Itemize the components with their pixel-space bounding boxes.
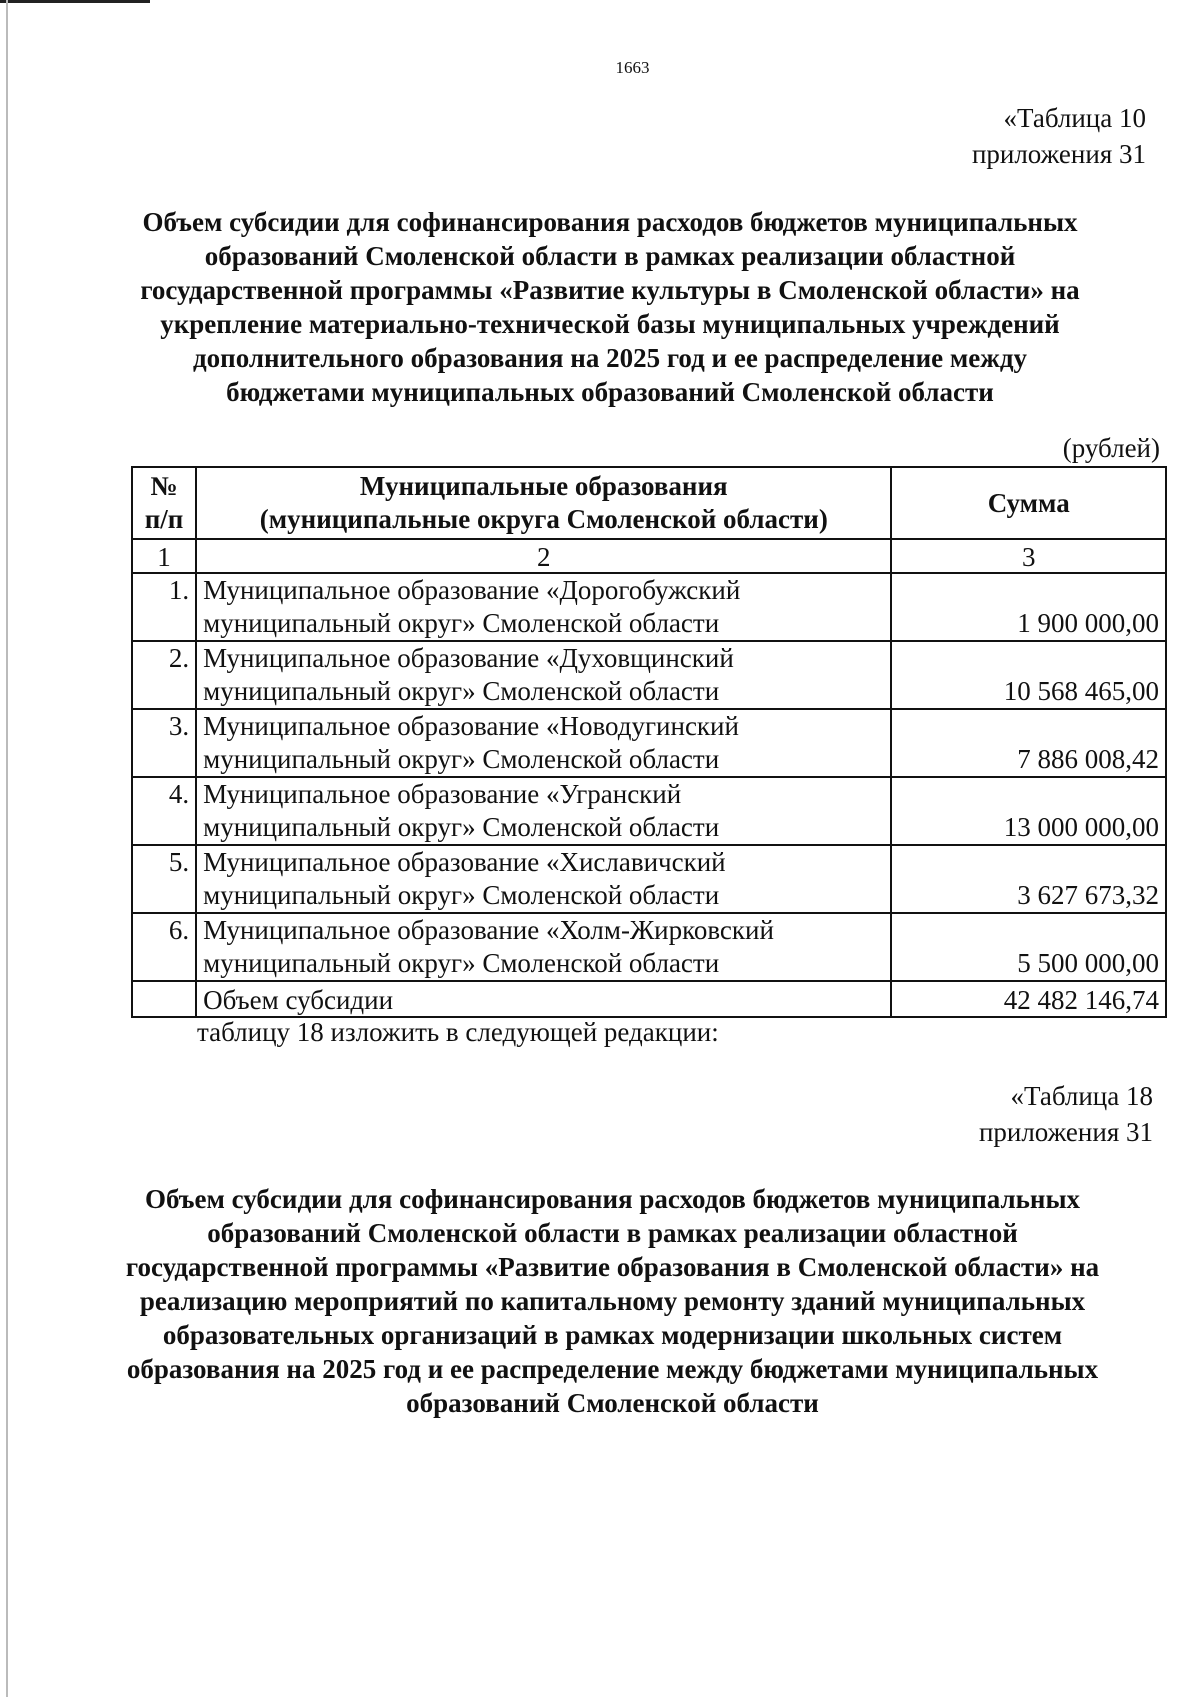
row-sum: 13 000 000,00 bbox=[891, 777, 1166, 845]
row-municipality-line1: Муниципальное образование «Хиславичский bbox=[203, 847, 726, 877]
row-municipality-line2: муниципальный округ» Смоленской области bbox=[203, 744, 720, 774]
row-number: 2. bbox=[132, 641, 196, 709]
row-municipality-line1: Муниципальное образование «Новодугинский bbox=[203, 711, 739, 741]
amendment-note: таблицу 18 изложить в следующей редакции: bbox=[197, 1017, 719, 1047]
row-sum: 1 900 000,00 bbox=[891, 573, 1166, 641]
row-sum: 7 886 008,42 bbox=[891, 709, 1166, 777]
table-row bbox=[132, 913, 1166, 981]
title-line: укрепление материально-технической базы муниципальных учреждений bbox=[160, 309, 1060, 339]
header-sum: Сумма bbox=[891, 467, 1166, 539]
table18-title bbox=[120, 1182, 1105, 1420]
total-sum: 42 482 146,74 bbox=[891, 981, 1166, 1017]
column-number: 3 bbox=[891, 539, 1166, 573]
column-number: 2 bbox=[196, 539, 891, 573]
row-municipality-line1: Муниципальное образование «Угранский bbox=[203, 779, 682, 809]
title-line: образований Смоленской области bbox=[406, 1388, 819, 1418]
header-municipality-line1: Муниципальные образования bbox=[359, 471, 728, 501]
row-number: 1. bbox=[132, 573, 196, 641]
title-line: образования на 2025 год и ее распределение между бюджетами муниципальных bbox=[126, 1354, 1099, 1384]
row-sum: 10 568 465,00 bbox=[891, 641, 1166, 709]
table-row bbox=[132, 573, 1166, 641]
header-number-line2: п/п bbox=[144, 504, 184, 534]
row-municipality-line2: муниципальный округ» Смоленской области bbox=[203, 812, 720, 842]
table18-reference bbox=[979, 1078, 1153, 1150]
row-municipality-line2: муниципальный округ» Смоленской области bbox=[203, 880, 720, 910]
table10-title bbox=[125, 205, 1095, 409]
row-municipality-line1: Муниципальное образование «Дорогобужский bbox=[203, 575, 741, 605]
row-municipality bbox=[196, 845, 891, 913]
row-number: 5. bbox=[132, 845, 196, 913]
column-numbers-row bbox=[132, 539, 1166, 573]
subsidy-table bbox=[131, 466, 1167, 1018]
row-municipality-line2: муниципальный округ» Смоленской области bbox=[203, 676, 720, 706]
page-number: 1663 bbox=[615, 58, 650, 77]
table-row bbox=[132, 845, 1166, 913]
header-municipality-line2: (муниципальные округа Смоленской области) bbox=[259, 504, 828, 534]
title-line: образований Смоленской области в рамках реализации областной bbox=[204, 241, 1016, 271]
row-municipality-line1: Муниципальное образование «Холм-Жирковский bbox=[203, 915, 774, 945]
title-line: образований Смоленской области в рамках реализации областной bbox=[207, 1218, 1018, 1248]
row-municipality bbox=[196, 913, 891, 981]
table10-ref-line1: «Таблица 10 bbox=[1003, 103, 1146, 133]
table18-ref-line2: приложения 31 bbox=[978, 1117, 1153, 1147]
row-municipality bbox=[196, 709, 891, 777]
total-label: Объем субсидии bbox=[196, 981, 891, 1017]
table-row bbox=[132, 709, 1166, 777]
table18-ref-line1: «Таблица 18 bbox=[1010, 1081, 1153, 1111]
header-number-line1: № bbox=[150, 471, 178, 501]
title-line: государственной программы «Развитие образования в Смоленской области» на bbox=[125, 1252, 1100, 1282]
title-line: бюджетами муниципальных образований Смоленской области bbox=[226, 377, 994, 407]
row-municipality bbox=[196, 573, 891, 641]
title-line: образовательных организаций в рамках модернизации школьных систем bbox=[162, 1320, 1063, 1350]
row-municipality-line2: муниципальный округ» Смоленской области bbox=[203, 608, 720, 638]
unit-label: (рублей) bbox=[1062, 433, 1160, 463]
table10-ref-line2: приложения 31 bbox=[971, 139, 1146, 169]
row-municipality-line1: Муниципальное образование «Духовщинский bbox=[203, 643, 734, 673]
column-number: 1 bbox=[132, 539, 196, 573]
row-municipality-line2: муниципальный округ» Смоленской области bbox=[203, 948, 720, 978]
row-sum: 5 500 000,00 bbox=[891, 913, 1166, 981]
row-number: 4. bbox=[132, 777, 196, 845]
title-line: реализацию мероприятий по капитальному ремонту зданий муниципальных bbox=[139, 1286, 1086, 1316]
row-sum: 3 627 673,32 bbox=[891, 845, 1166, 913]
total-number-cell bbox=[132, 981, 196, 1017]
table-header-row bbox=[132, 467, 1166, 539]
title-line: государственной программы «Развитие культуры в Смоленской области» на bbox=[140, 275, 1080, 305]
row-municipality bbox=[196, 641, 891, 709]
header-municipality bbox=[196, 467, 891, 539]
header-number bbox=[132, 467, 196, 539]
table10-reference bbox=[972, 100, 1146, 172]
row-number: 3. bbox=[132, 709, 196, 777]
title-line: Объем субсидии для софинансирования расходов бюджетов муниципальных bbox=[142, 207, 1078, 237]
table-row bbox=[132, 641, 1166, 709]
row-number: 6. bbox=[132, 913, 196, 981]
title-line: дополнительного образования на 2025 год и ее распределение между bbox=[192, 343, 1027, 373]
total-row bbox=[132, 981, 1166, 1017]
row-municipality bbox=[196, 777, 891, 845]
table-row bbox=[132, 777, 1166, 845]
scan-edge-left bbox=[6, 0, 8, 1697]
scan-edge-top bbox=[0, 0, 150, 3]
title-line: Объем субсидии для софинансирования расходов бюджетов муниципальных bbox=[144, 1184, 1081, 1214]
